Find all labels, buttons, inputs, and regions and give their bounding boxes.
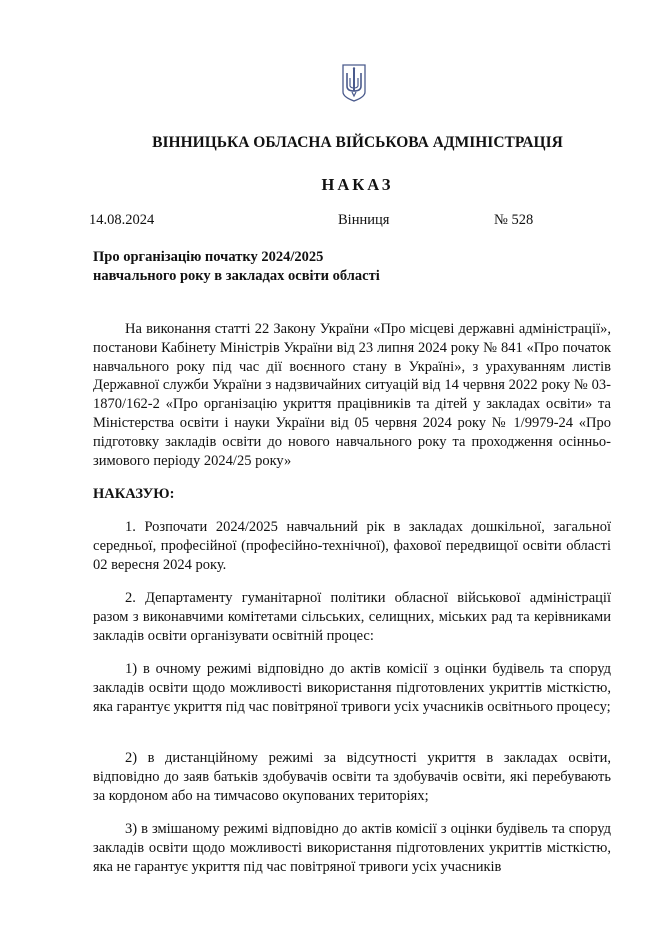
document-city: Вінниця xyxy=(338,212,390,228)
subject-line-2: навчального року в закладах освіти області xyxy=(93,268,380,284)
order-item-2: 2. Департаменту гуманітарної політики обласної військової адміністрації разом з виконавчими комітетами сільських, селищних, міських рад та керівниками закладів освіти організувати освітній процес: xyxy=(93,590,611,644)
order-item-1: 1. Розпочати 2024/2025 навчальний рік в закладах дошкільної, загальної середньої, професійної (професійно-технічної), фахової передвищої освіти області 02 вересня 2024 року. xyxy=(93,519,611,573)
preamble-paragraph: На виконання статті 22 Закону України «Про місцеві державні адміністрації», постанови Кабінету Міністрів України від 23 липня 2024 року № 841 «Про початок навчального року під час дії воєнного стану в Україні», з урахуванням листів Державної служби України з надзвичайних ситуацій від 14 червня 2022 року № 03-1870/162-2 «Про організацію укриття працівників та дітей у закладах освіти» та Міністерства освіти і науки України від 05 червня 2024 року № 1/9979-24 «Про підготовку закладів освіти до нового навчального року та проходження осінньо-зимового періоду 2024/25 року» xyxy=(93,321,611,469)
document-type-title: НАКАЗ xyxy=(321,175,394,194)
document-number: № 528 xyxy=(494,212,534,228)
document-date: 14.08.2024 xyxy=(89,212,155,228)
order-subitem-1: 1) в очному режимі відповідно до актів комісії з оцінки будівель та споруд закладів освіти щодо можливості використання підготовлених укриттів місткістю, яка гарантує укриття під час повітряної тривоги усіх учасників освітнього процесу; xyxy=(93,661,611,715)
document-subject xyxy=(93,248,380,286)
organization-title: ВІННИЦЬКА ОБЛАСНА ВІЙСЬКОВА АДМІНІСТРАЦІЯ xyxy=(152,134,563,151)
order-heading: НАКАЗУЮ: xyxy=(93,486,175,502)
subject-line-1: Про організацію початку 2024/2025 xyxy=(93,249,324,265)
coat-of-arms-trident-icon xyxy=(342,64,366,102)
order-subitem-3: 3) в змішаному режимі відповідно до актів комісії з оцінки будівель та споруд закладів освіти щодо можливості використання підготовлених укриттів місткістю, яка не гарантує укриття під час повітряної тривоги усіх учасників xyxy=(93,821,611,875)
order-subitem-2: 2) в дистанційному режимі за відсутності укриття в закладах освіти, відповідно до заяв батьків здобувачів освіти та здобувачів освіти, які перебувають за кордоном або на тимчасово окупованих територіях; xyxy=(93,750,611,804)
